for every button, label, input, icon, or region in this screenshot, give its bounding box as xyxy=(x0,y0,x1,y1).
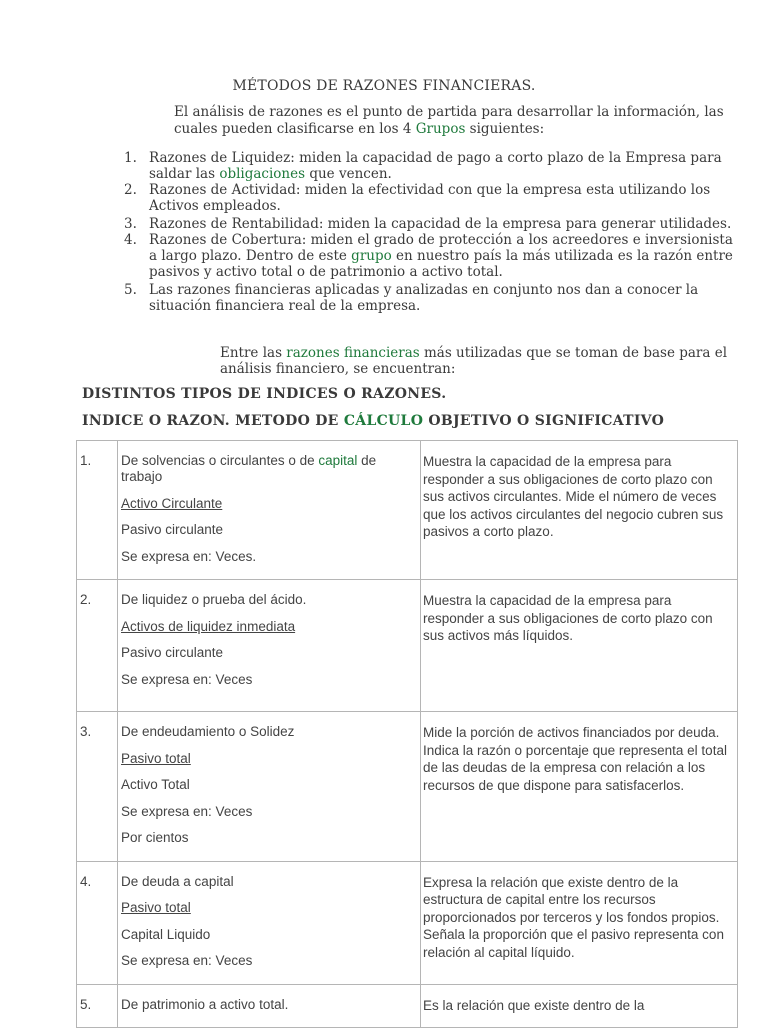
list-text: Razones de Rentabilidad: miden la capacidad de la empresa para generar utilidades. xyxy=(149,216,732,232)
table-row xyxy=(77,712,738,862)
grupo-link[interactable]: grupo xyxy=(351,248,392,264)
denominator: Pasivo circulante xyxy=(121,522,224,537)
ratio-name xyxy=(121,453,418,485)
row-number-cell xyxy=(77,441,118,580)
description-cell xyxy=(421,441,738,580)
list-item xyxy=(124,282,734,314)
numerator: Pasivo total xyxy=(121,900,191,915)
entre-text-end: más utilizadas que se toman de base para el análisis financiero, se encuentran: xyxy=(220,345,728,377)
description-cell xyxy=(421,861,738,984)
list-number: 4. xyxy=(124,232,137,248)
description-text: Es la relación que existe dentro de la xyxy=(423,997,645,1013)
ratio-name-text: de trabajo xyxy=(121,453,377,484)
method-cell xyxy=(118,984,421,1028)
list-text: que vencen. xyxy=(305,166,392,182)
extra-text: Por cientos xyxy=(121,830,189,845)
method-cell xyxy=(118,861,421,984)
table-heading xyxy=(82,413,664,429)
description-text: Expresa la relación que existe dentro de la estructura de capital entre los recursos proporcionados por terceros y los fondos propios. Señala la proporción que el pasivo representa con relación al capital líquido. xyxy=(423,874,724,960)
table-row xyxy=(77,580,738,712)
expresa-text: Se expresa en: Veces xyxy=(121,671,253,687)
list-number: 3. xyxy=(124,216,137,232)
list-text: Las razones financieras aplicadas y analizadas en conjunto nos dan a conocer la situación financiera real de la empresa. xyxy=(149,282,699,314)
list-number: 5. xyxy=(124,282,137,298)
ratio-name: De liquidez o prueba del ácido. xyxy=(121,592,307,607)
document-title: MÉTODOS DE RAZONES FINANCIERAS. xyxy=(232,78,536,94)
numerator: Pasivo total xyxy=(121,750,191,766)
description-cell xyxy=(421,984,738,1028)
method-cell xyxy=(118,441,421,580)
description-text: Mide la porción de activos financiados por deuda. Indica la razón o porcentaje que representa el total de las deudas de la empresa con relación a los recursos de que dispone para satisfacerlos. xyxy=(423,725,727,793)
list-text: en nuestro país la más utilizada es la razón entre pasivos y activo total o de patrimonio a activo total. xyxy=(149,248,733,280)
section-heading: DISTINTOS TIPOS DE INDICES O RAZONES. xyxy=(82,386,447,402)
row-number-cell xyxy=(77,580,118,712)
intro-text: El análisis de razones es el punto de partida para desarrollar la información, las cuales pueden clasificarse en los 4 xyxy=(174,104,724,137)
table-row xyxy=(77,984,738,1028)
reasons-list xyxy=(124,150,734,314)
description-text: Muestra la capacidad de la empresa para responder a sus obligaciones de corto plazo con sus activos circulantes. Mide el número de veces que los activos circulantes del negocio cubren sus pasivos a corto plazo. xyxy=(423,454,724,539)
row-number: 3. xyxy=(80,724,92,739)
ratio-name: De endeudamiento o Solidez xyxy=(121,724,295,739)
denominator: Activo Total xyxy=(121,777,190,792)
expresa-text: Se expresa en: Veces xyxy=(121,803,253,819)
description-cell xyxy=(421,712,738,862)
razones-financieras-link[interactable]: razones financieras xyxy=(286,345,420,361)
intro-text-end: siguientes: xyxy=(465,121,545,137)
denominator: Pasivo circulante xyxy=(121,645,224,660)
list-text: Razones de Liquidez: miden la capacidad de pago a corto plazo de la Empresa para saldar las xyxy=(149,150,722,182)
list-item xyxy=(124,232,734,280)
numerator: Activo Circulante xyxy=(121,495,223,511)
row-number: 5. xyxy=(80,996,92,1012)
row-number-cell xyxy=(77,861,118,984)
list-number: 2. xyxy=(124,182,137,198)
list-number: 1. xyxy=(124,150,137,166)
obligaciones-link[interactable]: obligaciones xyxy=(219,166,306,182)
intro-paragraph xyxy=(174,104,734,138)
list-item xyxy=(124,150,734,182)
ratio-name: De deuda a capital xyxy=(121,873,234,889)
heading-text-end: OBJETIVO O SIGNIFICATIVO xyxy=(423,413,665,429)
row-number-cell xyxy=(77,984,118,1028)
ratio-name-text: De solvencias o circulantes o de xyxy=(121,453,319,468)
list-item xyxy=(124,182,734,214)
ratios-table xyxy=(76,440,738,1028)
list-text: Razones de Actividad: miden la efectividad con que la empresa esta utilizando los Activos empleados. xyxy=(149,182,711,214)
description-text: Muestra la capacidad de la empresa para responder a sus obligaciones de corto plazo con sus activos más líquidos. xyxy=(423,593,713,643)
description-cell xyxy=(421,580,738,712)
grupos-link[interactable]: Grupos xyxy=(415,121,466,137)
calculo-link[interactable]: CÁLCULO xyxy=(343,413,424,429)
row-number: 4. xyxy=(80,873,92,889)
denominator: Capital Liquido xyxy=(121,926,211,942)
numerator: Activos de liquidez inmediata xyxy=(121,618,296,634)
expresa-text: Se expresa en: Veces xyxy=(121,953,253,968)
method-cell xyxy=(118,580,421,712)
row-number: 2. xyxy=(80,592,92,607)
ratio-name: De patrimonio a activo total. xyxy=(121,996,289,1012)
table-row xyxy=(77,861,738,984)
method-cell xyxy=(118,712,421,862)
row-number-cell xyxy=(77,712,118,862)
entre-paragraph xyxy=(220,345,730,377)
table-row xyxy=(77,441,738,580)
list-item xyxy=(124,216,734,232)
capital-link[interactable]: capital xyxy=(318,453,358,468)
expresa-text: Se expresa en: Veces. xyxy=(121,548,257,564)
heading-text: INDICE O RAZON. METODO DE xyxy=(82,413,344,429)
list-text: Razones de Cobertura: miden el grado de protección a los acreedores e inversionista a largo plazo. Dentro de este xyxy=(149,232,733,264)
entre-text: Entre las xyxy=(220,345,287,361)
row-number: 1. xyxy=(80,453,92,468)
